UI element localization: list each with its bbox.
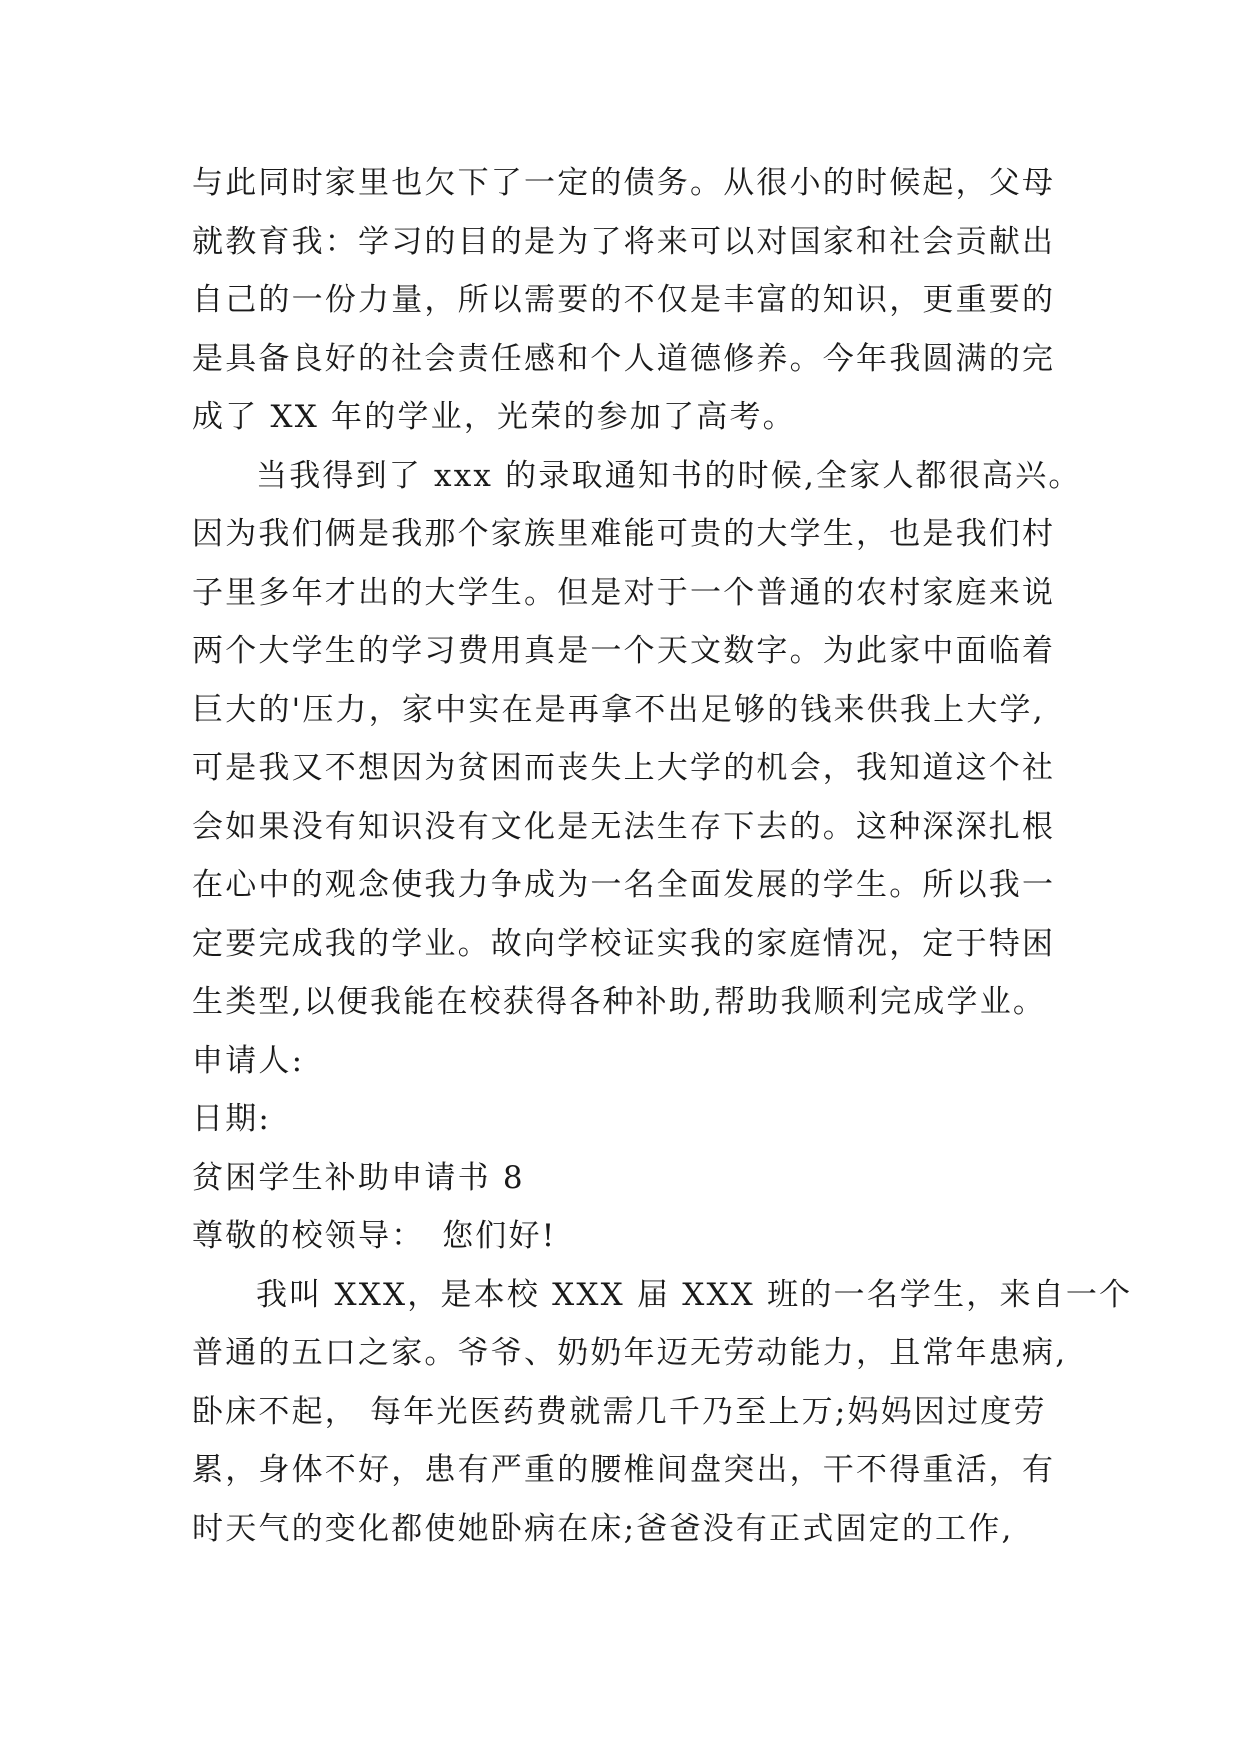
document-body — [192, 154, 1133, 1558]
text-line: 生类型,以便我能在校获得各种补助,帮助我顺利完成学业。 — [192, 984, 1047, 1020]
text-line: 会如果没有知识没有文化是无法生存下去的。这种深深扎根 — [192, 808, 1056, 845]
section-title: 贫困学生补助申请书 8 — [192, 1159, 525, 1196]
text-line: 子里多年才出的大学生。但是对于一个普通的农村家庭来说 — [192, 574, 1056, 611]
text-line: 因为我们俩是我那个家族里难能可贵的大学生，也是我们村 — [192, 516, 1056, 552]
text-line: 累，身体不好，患有严重的腰椎间盘突出，干不得重活，有 — [192, 1452, 1056, 1488]
text-line: 巨大的'压力，家中实在是再拿不出足够的钱来供我上大学, — [192, 691, 1045, 728]
text-line: 定要完成我的学业。故向学校证实我的家庭情况，定于特困 — [192, 925, 1056, 962]
text-line: 就教育我：学习的目的是为了将来可以对国家和社会贡献出 — [192, 223, 1056, 260]
date-label: 日期: — [192, 1101, 272, 1137]
text-line: 在心中的观念使我力争成为一名全面发展的学生。所以我一 — [192, 867, 1056, 903]
paragraph-start-line: 我叫 XXX，是本校 XXX 届 XXX 班的一名学生，来自一个 — [256, 1276, 1133, 1313]
salutation: 尊敬的校领导： 您们好! — [192, 1218, 557, 1254]
text-line: 普通的五口之家。爷爷、奶奶年迈无劳动能力，且常年患病, — [192, 1335, 1068, 1371]
text-line: 可是我又不想因为贫困而丧失上大学的机会，我知道这个社 — [192, 750, 1056, 786]
text-line: 时天气的变化都使她卧病在床;爸爸没有正式固定的工作, — [192, 1510, 1014, 1547]
text-line: 成了 XX 年的学业，光荣的参加了高考。 — [192, 399, 796, 435]
paragraph-start-line: 当我得到了 xxx 的录取通知书的时候,全家人都很高兴。 — [256, 457, 1082, 494]
text-line: 与此同时家里也欠下了一定的债务。从很小的时候起，父母 — [192, 165, 1056, 201]
text-line: 卧床不起， 每年光医药费就需几千乃至上万;妈妈因过度劳 — [192, 1393, 1047, 1430]
text-line: 是具备良好的社会责任感和个人道德修养。今年我圆满的完 — [192, 340, 1056, 377]
applicant-label: 申请人: — [192, 1042, 305, 1079]
text-line: 两个大学生的学习费用真是一个天文数字。为此家中面临着 — [192, 633, 1056, 669]
text-line: 自己的一份力量，所以需要的不仅是丰富的知识，更重要的 — [192, 282, 1056, 318]
